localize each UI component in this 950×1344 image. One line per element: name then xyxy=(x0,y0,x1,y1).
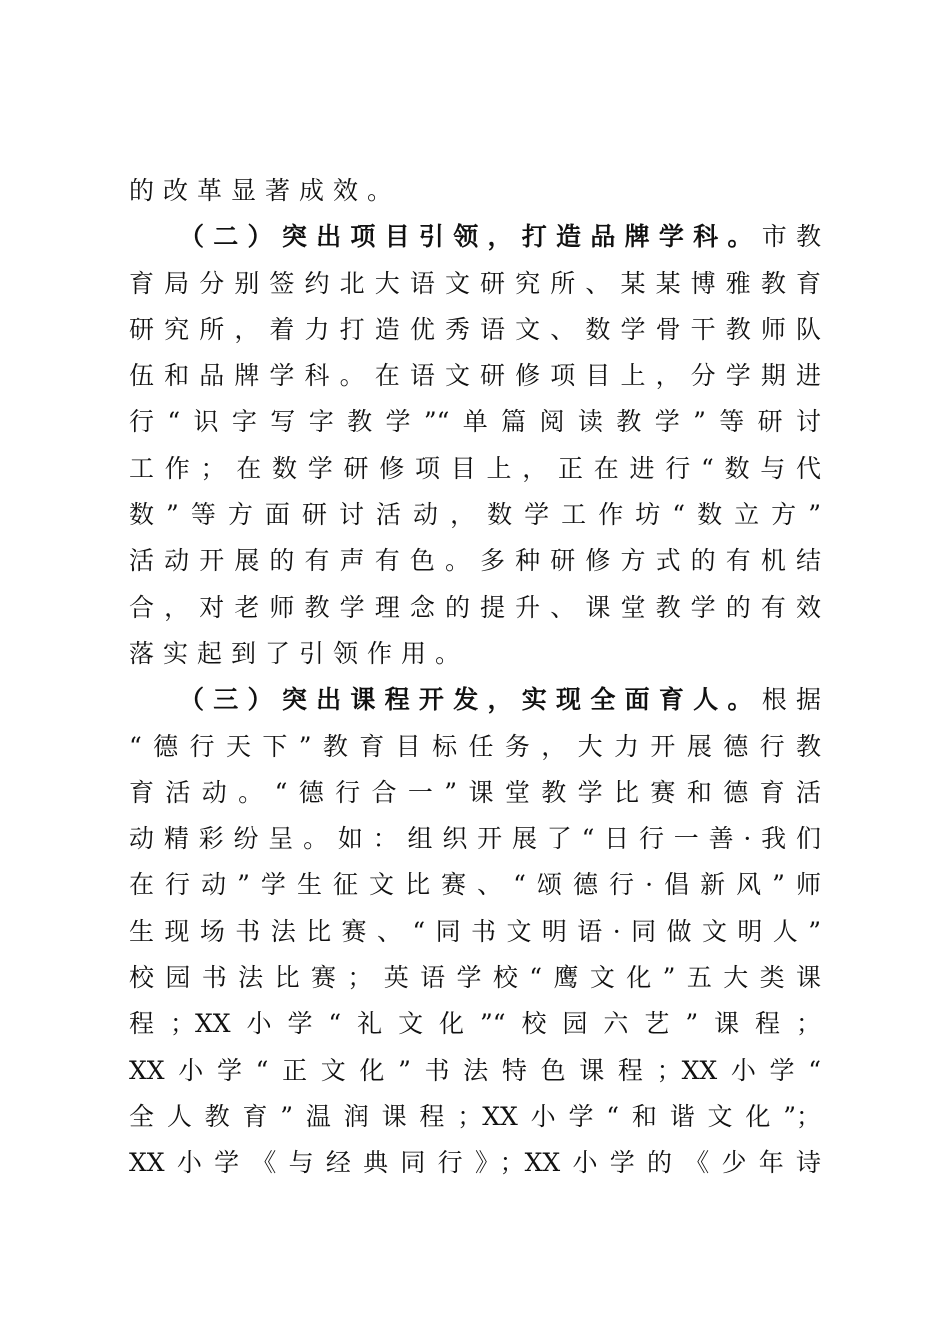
text-line: 合，对老师教学理念的提升、课堂教学的有效 xyxy=(129,592,821,622)
section-heading-line xyxy=(129,677,821,723)
text-line: 育局分别签约北大语文研究所、某某博雅教育 xyxy=(129,268,821,298)
text-line: XX小学“正文化”书法特色课程；XX小学“ xyxy=(129,1055,821,1085)
text-line: 程；XX小学“礼文化”“校园六艺”课程； xyxy=(129,1009,821,1039)
text-line: 全人教育”温润课程；XX小学“和谐文化”； xyxy=(129,1101,821,1131)
text-line: 工作；在数学研修项目上，正在进行“数与代 xyxy=(129,453,821,483)
text-line: 在行动”学生征文比赛、“颂德行·倡新风”师 xyxy=(129,870,821,900)
text-line: 生现场书法比赛、“同书文明语·同做文明人” xyxy=(129,916,821,946)
text-line: 研究所，着力打造优秀语文、数学骨干教师队 xyxy=(129,314,821,344)
text-line: “德行天下”教育目标任务，大力开展德行教 xyxy=(129,731,821,761)
section-heading-line xyxy=(129,214,821,260)
document-body xyxy=(129,168,821,1187)
text-line: 动精彩纷呈。如：组织开展了“日行一善·我们 xyxy=(129,824,821,854)
text-line: 行“识字写字教学”“单篇阅读教学”等研讨 xyxy=(129,407,821,437)
section-heading: （二）突出项目引领，打造品牌学科。 xyxy=(179,222,762,252)
text-line: 落实起到了引领作用。 xyxy=(129,638,470,668)
text-line: 校园书法比赛；英语学校“鹰文化”五大类课 xyxy=(129,963,821,993)
text-run: 根据 xyxy=(761,685,821,715)
text-line: 伍和品牌学科。在语文研修项目上，分学期进 xyxy=(129,361,821,391)
text-line: 的改革显著成效。 xyxy=(129,176,402,205)
section-heading: （三）突出课程开发，实现全面育人。 xyxy=(179,685,762,715)
text-line: XX小学《与经典同行》；XX小学的《少年诗 xyxy=(129,1148,821,1178)
text-line: 育活动。“德行合一”课堂教学比赛和德育活 xyxy=(129,777,821,807)
text-line: 数”等方面研讨活动，数学工作坊“数立方” xyxy=(129,500,821,530)
text-run: 市教 xyxy=(761,222,821,252)
text-line: 活动开展的有声有色。多种研修方式的有机结 xyxy=(129,546,821,576)
